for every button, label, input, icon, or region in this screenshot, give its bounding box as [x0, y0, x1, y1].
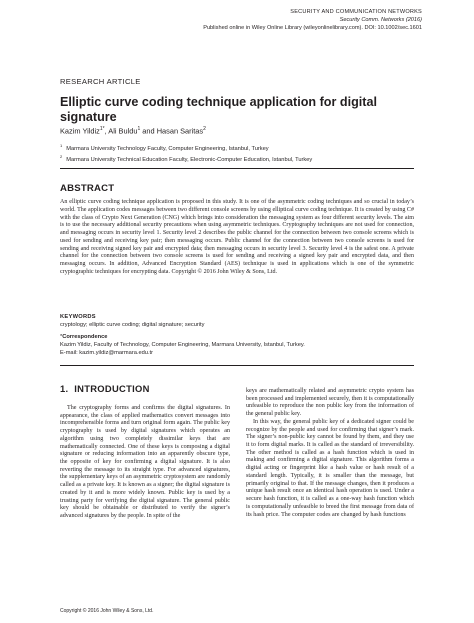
intro-right-column — [246, 388, 414, 519]
author-separator: , — [104, 126, 109, 136]
affiliation-num: 2 — [60, 154, 63, 160]
intro-left-column: The cryptography forms and confirms the digital signatures. In appearance, the class of applied mathematics convert messages into incomprehensible forms and turn original form again. The public key cryptography is used by digital signatures which operates an algorithm using two completely dissimilar keys that are mathematically connected. One of these keys is composing a digital signature or reducing information into an apparently obscure type, the opposite of key for confirming a digital signature. It is also reverting the message to its straight type. For advanced signatures, the supplementary keys of an asymmetric cryptosystem are randomly called as a private key. It is known as a signer; the digital signature is created by it and is more widely known. Public key is used by a trusting party for verifying the digital signature. The general public key should be obtainable or distributed to verify the signer’s advanced signatures by the people. In spite of the — [60, 405, 230, 520]
author-name: Ali Buldu — [108, 126, 138, 136]
affiliation-text: Marmara University Technical Education Faculty, Electronic-Computer Education, Istanbul, Turkey — [66, 157, 313, 164]
affiliation-num: 1 — [60, 143, 63, 148]
correspondence-heading — [60, 334, 107, 340]
correspondence-mark: * — [60, 334, 63, 340]
affiliations — [60, 142, 312, 165]
author-separator: and — [140, 126, 157, 136]
journal-name: SECURITY AND COMMUNICATION NETWORKS — [290, 9, 422, 15]
affiliation-text: Marmara University Technology Faculty, Computer Engineering, Istanbul, Turkey — [66, 145, 269, 152]
section-heading-introduction: 1. INTRODUCTION — [60, 383, 150, 394]
author-list — [60, 126, 206, 135]
intro-paragraph: keys are mathematically related and asymmetric crypto system has been processed and implemented securely, then it is computationally unfeasible to reproduce the non public key from the information of the general public key. — [246, 388, 414, 418]
correspondence-label: Correspondence — [62, 334, 108, 340]
journal-header — [82, 8, 422, 32]
journal-published: Published online in Wiley Online Library (wileyonlinelibrary.com). DOI: 10.1002/sec.1601 — [203, 25, 422, 31]
abstract-text: An elliptic curve coding technique application is proposed in this study. It is one of the asymmetric coding techniques and so crucial in today’s world. The application codes messages between two different console screens by using elliptical curve coding technique. It is created by using C# with the class of Crypto Next Generation (CNG) which brings into consideration the messaging system as four different security levels. The aim is to use the necessary additional security precautions when using asymmetric techniques. Cryptography techniques are not used for connection, and messaging occurs in security level 1. Security level 2 describes the public channel for the connection between two console screens which is used for sending and receiving key pair; then messaging occurs. Public channel for the connection between two console screens is used for sending and receiving signed key pair and encrypted data; then messaging occurs in security level 3. Security level 4 is the safest one. A private channel for the connection between two console screens is used for sending and receiving a signed key pair and encrypted data, and then messaging occurs. In addition, Advanced Encryption Standard (AES) technique is used in applications which is one of the symmetric cryptographic techniques for encrypting data. Copyright © 2016 John Wiley & Sons, Ltd. — [60, 199, 414, 275]
author-affil-num: 1 — [137, 126, 141, 132]
correspondence-email: E-mail: kazim.yildiz@marmara.edu.tr — [60, 350, 153, 356]
copyright-footer: Copyright © 2016 John Wiley & Sons, Ltd. — [60, 608, 154, 614]
article-type: RESEARCH ARTICLE — [60, 77, 141, 86]
author-name: Kazim Yildiz — [60, 126, 100, 136]
article-title: Elliptic curve coding technique application for digital signature — [60, 95, 377, 124]
keywords-text: cryptology; elliptic curve coding; digital signature; security — [60, 322, 205, 328]
affiliation-item — [60, 153, 312, 164]
author-affil-num: 2 — [203, 126, 206, 132]
abstract-heading: ABSTRACT — [60, 183, 115, 194]
corresponding-mark: * — [102, 126, 105, 132]
intro-paragraph: In this way, the general public key of a dedicated signer could be recognize by the people and used for confirming that signer’s mark. The signer’s non-public key cannot be found by them, and they use it to form digital marks. It is called as the standard of irreversibility. The other method is called as a hash function which is used in making and confirming a digital signature. This algorithm forms a digital acting or fingerprint like a hash value or hash result of a standard length. Typically, it is smaller than the message, but primarily original to that. If the message changes, then it produces a unique hash result once an identical hash operation is used. Under a secure hash function, it is called as a one-way hash function which is computationally unfeasible to breed the first message from data of its hash price. The computer codes are changed by hash functions — [246, 418, 414, 518]
author-affil-num: 1 — [99, 126, 103, 132]
keywords-heading: KEYWORDS — [60, 314, 96, 320]
divider-rule — [60, 168, 414, 169]
journal-citation: Security Comm. Networks (2016) — [339, 17, 422, 23]
correspondence-name: Kazim Yildiz, Faculty of Technology, Computer Engineering, Marmara University, Istanbul, Turkey. — [60, 342, 305, 348]
affiliation-item — [60, 142, 312, 153]
author-name: Hasan Saritas — [156, 126, 204, 136]
divider-rule — [60, 365, 414, 366]
